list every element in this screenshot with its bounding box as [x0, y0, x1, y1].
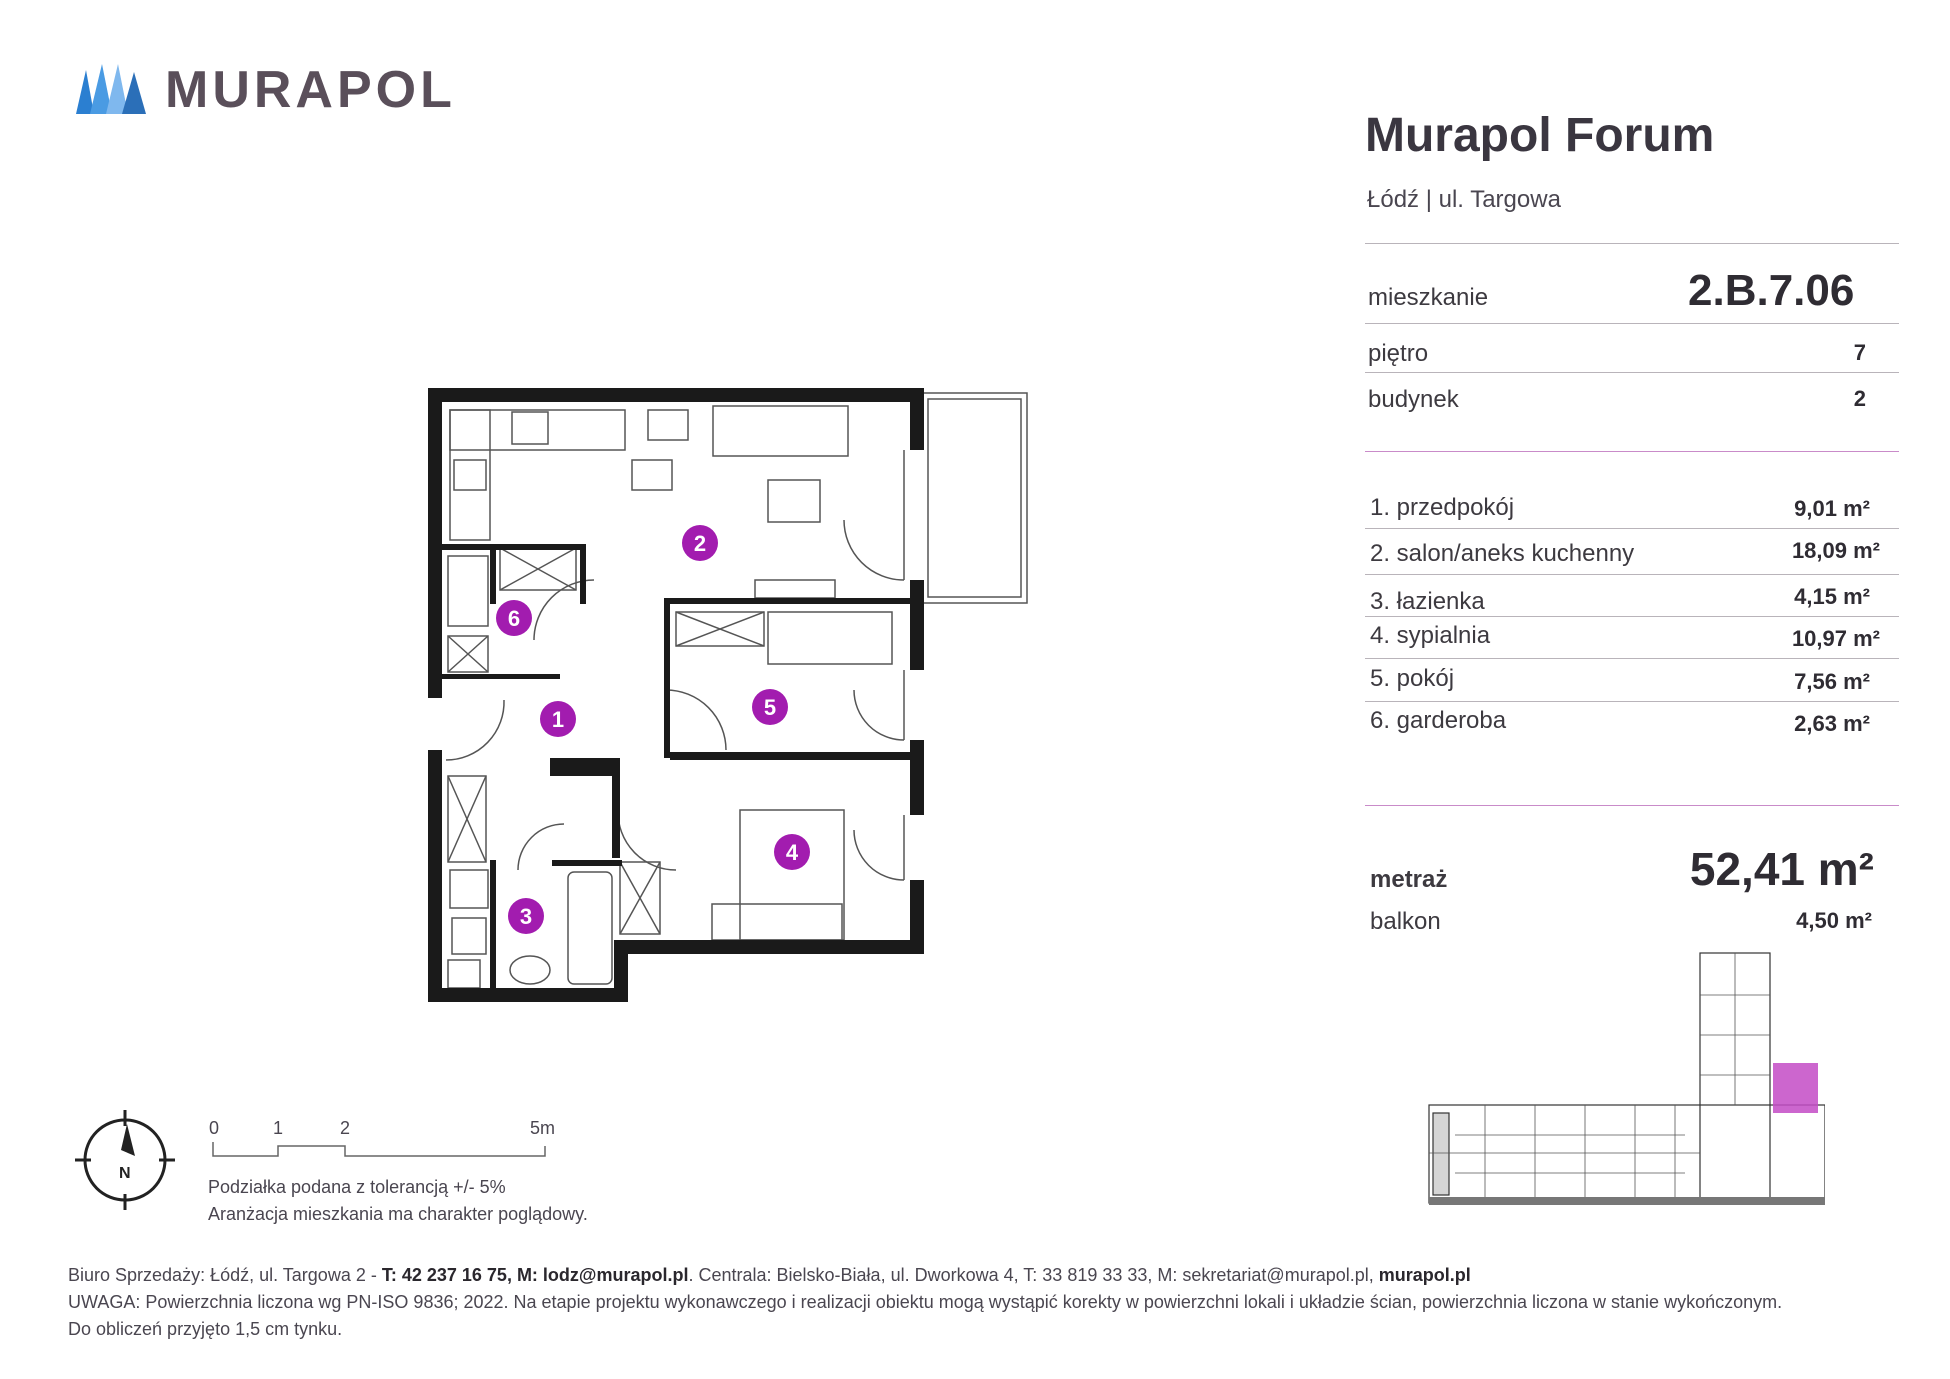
building-value: 2 — [1853, 386, 1866, 411]
room-badge — [508, 898, 544, 934]
room-area: 10,97 m² — [1791, 626, 1880, 651]
room-area: 9,01 m² — [1794, 496, 1870, 521]
room-area: 18,09 m² — [1791, 538, 1880, 563]
divider — [1365, 372, 1899, 373]
project-location: Łódź | ul. Targowa — [1367, 186, 1561, 213]
scale-tick: 0 — [209, 1118, 220, 1138]
footer-plaster-note: Do obliczeń przyjęto 1,5 cm tynku. — [68, 1319, 343, 1339]
project-title: Murapol Forum — [1365, 109, 1715, 162]
balcony — [922, 393, 1027, 603]
room-badge — [752, 689, 788, 725]
svg-text:2: 2 — [693, 531, 707, 556]
metraz-label: metraż — [1370, 866, 1448, 893]
room-badge — [682, 525, 718, 561]
svg-text:N: N — [119, 1165, 131, 1182]
scale-bar — [205, 1118, 565, 1168]
apartment-highlight — [1773, 1063, 1818, 1113]
arrangement-note: Aranżacja mieszkania ma charakter poglądowy. — [208, 1204, 588, 1224]
divider — [1365, 323, 1899, 324]
svg-text:1: 1 — [551, 707, 565, 732]
building-key-plan — [1425, 945, 1825, 1220]
floor-value: 7 — [1853, 340, 1866, 365]
footer-contact — [68, 1265, 1471, 1286]
room-label: 6. garderoba — [1370, 707, 1507, 734]
brand-name: MURAPOL — [165, 61, 456, 119]
footer-text: . Centrala: Bielsko-Biała, ul. Dworkowa 4, T: 33 819 33 33, M: sekretariat@murapol.pl, — [688, 1265, 1379, 1285]
footer-phone-email[interactable]: T: 42 237 16 75, M: lodz@murapol.pl — [381, 1265, 689, 1285]
divider — [1365, 528, 1899, 529]
divider — [1365, 574, 1899, 575]
room-area: 4,15 m² — [1794, 584, 1870, 609]
svg-text:3: 3 — [519, 904, 533, 929]
scale-tick: 2 — [340, 1118, 351, 1138]
divider — [1365, 243, 1899, 244]
balkon-value: 4,50 m² — [1796, 908, 1872, 933]
building-label: budynek — [1368, 386, 1459, 413]
apartment-number: 2.B.7.06 — [1688, 266, 1855, 315]
footer-website-link[interactable]: murapol.pl — [1378, 1265, 1471, 1285]
metraz-value: 52,41 m² — [1689, 843, 1874, 895]
tolerance-note: Podziałka podana z tolerancją +/- 5% — [208, 1177, 506, 1197]
apartment-label: mieszkanie — [1368, 284, 1489, 311]
footer-text: Biuro Sprzedaży: Łódź, ul. Targowa 2 - — [68, 1265, 382, 1285]
floor-label: piętro — [1368, 340, 1429, 367]
svg-text:5: 5 — [763, 695, 777, 720]
svg-text:6: 6 — [507, 606, 521, 631]
svg-text:4: 4 — [785, 840, 799, 865]
room-badge — [540, 701, 576, 737]
room-label: 2. salon/aneks kuchenny — [1370, 540, 1635, 567]
logo-mark-icon — [76, 62, 146, 114]
divider — [1365, 451, 1899, 452]
floor-plan — [420, 380, 1040, 1020]
footer-disclaimer: UWAGA: Powierzchnia liczona wg PN-ISO 9836; 2022. Na etapie projektu wykonawczego i realizacji obiektu mogą wystąpić korekty w powierzchni lokali i układzie ścian, powierzchnia liczona w stanie wykończonym. — [68, 1292, 1783, 1312]
scale-tick: 1 — [273, 1118, 284, 1138]
room-label: 1. przedpokój — [1370, 494, 1515, 521]
balkon-label: balkon — [1370, 908, 1441, 935]
room-label: 4. sypialnia — [1370, 622, 1491, 649]
divider — [1365, 805, 1899, 806]
room-label: 3. łazienka — [1370, 588, 1485, 615]
brand-logo — [76, 62, 146, 114]
room-area: 7,56 m² — [1794, 669, 1870, 694]
scale-tick: 5m — [530, 1118, 556, 1138]
room-badge — [496, 600, 532, 636]
room-badge — [774, 834, 810, 870]
divider — [1365, 701, 1899, 702]
divider — [1365, 616, 1899, 617]
compass-icon — [75, 1110, 175, 1210]
divider — [1365, 658, 1899, 659]
room-area: 2,63 m² — [1794, 711, 1870, 736]
room-label: 5. pokój — [1370, 665, 1455, 692]
